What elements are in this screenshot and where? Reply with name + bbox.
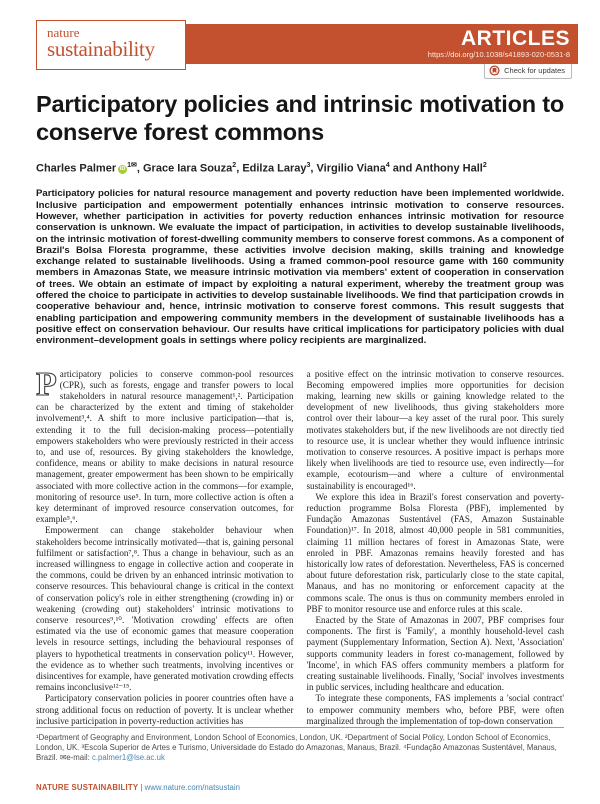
corresponding-email-link[interactable]: c.palmer1@lse.ac.uk [91,753,165,762]
author-line [36,159,564,176]
footer-separator: | [138,783,145,792]
footer-journal-name: NATURE SUSTAINABILITY [36,783,139,792]
footer-journal-url[interactable]: www.nature.com/natsustain [144,783,240,792]
body-paragraph [36,365,294,526]
body-paragraph: a positive effect on the intrinsic motivation to conserve resources. Becoming empowered implies more opportunities for decision making, learning new skills or gaining knowledge related to the development of new livelihoods, thus giving stakeholders more control over their labour—a key asset of the rural poor. This surely motivates stakeholders but, if the new livelihoods are not directly tied to resource use, it is unclear whether they would influence intrinsic motivation to conserve resources. A positive impact is perhaps more likely when livelihoods are tied to resource use, even indirectly—for example, ecotourism—and where a culture of environmental sustainability is encouraged¹⁶. [306,368,564,491]
body-columns [36,365,564,728]
author-name: Virgilio Viana [316,162,386,175]
doi-link[interactable]: https://doi.org/10.1038/s41893-020-0531-8 [427,50,570,59]
right-column [307,369,565,728]
author-affiliation-sup: 2 [232,161,237,169]
page-title: Participatory policies and intrinsic motivation to conserve forest commons [36,90,564,145]
body-paragraph: Participatory conservation policies in poorer countries often have a strong additional focus on reduction of poverty. It is unclear whether inclusive participation in poverty-reduction activities has [36,693,294,726]
left-column [36,365,294,728]
page-footer [36,783,564,804]
author-separator: , [136,162,143,175]
affiliations-footnote [36,727,564,763]
journal-logo-line1: nature [47,25,80,40]
drop-cap: P [36,365,57,403]
author-separator: and [389,162,416,175]
journal-logo-line2: sustainability [47,37,155,61]
abstract: Participatory policies for natural resource management and poverty reduction have been implemented worldwide. Inclusive participation and empowerment potentially enhances intrinsic motivation to conserve resources. However, whether participation in activities for poverty reduction enhances intrinsic motivation for resource conservation is unknown. We evaluate the impact of participation, in activities to develop sustainable livelihoods, on the intrinsic motivation of forest-dwelling community members to conserve forest commons. As a component of Brazil's Bolsa Floresta programme, these activities involve decision making, skills training and knowledge exchange related to sustainable livelihoods. Using a framed common-pool resource game with 160 community members in Amazonas State, we measure intrinsic motivation via members' extent of cooperation in conservation of trees. We obtain an estimate of impact by exploiting a natural experiment, whereby the treatment group was offered the choice to participate in activities to develop sustainable livelihoods. We find that participation crowds in cooperative behaviour and, hence, intrinsic motivation to conserve forest commons. This result suggests that enabling participation and empowering community members in the development of sustainable livelihoods has a positive effect on conservation behaviour. Our results have critical implications for participatory policies with dual environment–development goals in settings where policy recipients are marginalized. [36,188,564,347]
orcid-icon[interactable]: iD [119,166,126,173]
crossmark-icon [489,65,500,76]
journal-logo [36,20,186,70]
author-name: Edilza Laray [242,162,307,175]
body-paragraph-text: articipatory policies to conserve common-pool resources (CPR), such as forests, engage and transfer powers to local stakeholders in natural resource management¹,². Participation can be characterized by the extent and timing of stakeholder involvement³,⁴. A shift to more inclusive participation—that is, extending it to the full decision-making process—potentially empowers stakeholders who were previously restricted in their access to, and use of, resources. By giving stakeholders the knowledge, confidence, means or ability to make decisions in natural resource management, greater empowerment has been shown to be empirically associated with more collective action in the commons—for example, monitoring of resource use⁵. In turn, more collective action is often a key determinant of improved resource conservation outcomes, for example⁵,⁶. [36,368,294,525]
affiliations-text: ¹Department of Geography and Environment, London School of Economics, London, UK. ²Department of Social Policy, London School of Economics, London, UK. ³Escola Superior de Artes e Turismo, Universidade do Estado do Amazonas, Manaus, Brazil. ⁴Fundação Amazonas Sustentável, Manaus, Brazil. ✉e-mail: [36,733,557,762]
body-paragraph: We explore this idea in Brazil's forest conservation and poverty-reduction programme Bolsa Floresta (PBF), implemented by Fundação Amazonas Sustentável (FAS, Amazon Sustainable Foundation)¹⁷. In 2018, almost 40,000 people in 581 communities, claiming 11 million hectares of forest in Amazonas State, were enroled in PBF. Amazonas remains heavily forested and has historically low rates of deforestation. Nevertheless, FAS is concerned about future deforestation risk, particularly close to the state capital, Manaus, and has no monitoring or enforcement capacity at the commons scale. The onus is thus on community members enroled in PBF to monitor resource use and enforce rules at this scale. [306,491,564,614]
masthead [36,22,578,61]
author-name: Anthony Hall [415,162,483,175]
author-separator: , [310,162,317,175]
author-affiliation-sup: 4 [385,161,390,169]
author-affiliation-sup: 3 [306,161,311,169]
article-type-label: ARTICLES [461,27,570,50]
author-name: Charles Palmer [36,162,117,175]
body-paragraph: Empowerment can change stakeholder behaviour when stakeholders become intrinsically motivated—that is, gaining personal fulfilment or satisfaction⁷,⁸. Thus a change in behaviour, such as an increased willingness to engage in collective action and cooperate in the commons, could be driven by an enhanced intrinsic motivation to conserve resources. This behavioural change is critical in the context of conservation policy's role in either strengthening (crowding in) or weakening (crowding out) stakeholders' intrinsic motivations to conserve resources⁹,¹⁰. 'Motivation crowding' effects are often estimated via the use of economic games that measure cooperation levels in resource settings, including the behavioural responses of players to hypothetical treatments in conservation policy¹¹. However, the evidence as to whether such treatments, involving incentives or disincentives for example, have generated motivation crowding effects remains inconclusive¹²⁻¹⁵. [36,525,294,693]
body-paragraph: To integrate these components, FAS implements a 'social contract' to empower community members who, before PBF, were often marginalized through the implementation of top-down conservation [306,693,564,726]
author-name: Grace Iara Souza [143,162,233,175]
author-separator: , [236,162,243,175]
check-for-updates-button[interactable] [484,62,572,79]
body-paragraph: Enacted by the State of Amazonas in 2007, PBF comprises four components. The first is 'Family', a monthly household-level cash payment (Supplementary Information, Section A). Next, 'Association' supports community leaders in forest co-management, followed by 'Income', in which FAS offers community members a platform for creating sustainable livelihoods. Finally, 'Social' involves investments in public services, including healthcare and education. [306,614,564,693]
author-affiliation-sup[interactable]: 1✉ [127,161,137,169]
author-affiliation-sup: 2 [482,161,487,169]
check-for-updates-label: Check for updates [504,65,565,75]
